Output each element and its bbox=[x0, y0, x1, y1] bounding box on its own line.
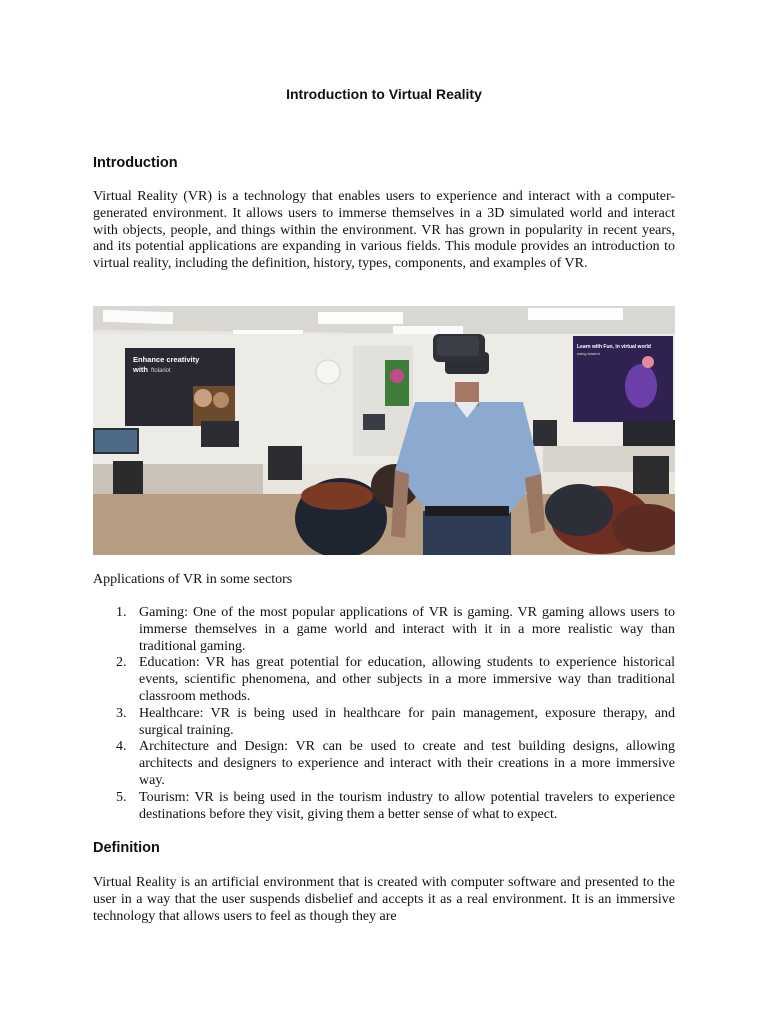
right-poster bbox=[573, 336, 673, 422]
introduction-heading: Introduction bbox=[93, 155, 178, 171]
list-item-number: 1. bbox=[116, 605, 127, 620]
definition-paragraph: Virtual Reality is an artificial environment that is created with computer software and presented to the user in a way that the user suspends disbelief and accepts it as a real environment. It is an immersive technology that allows users to feel as though they are bbox=[93, 875, 675, 924]
left-poster-line2: with bbox=[133, 365, 148, 374]
document-title: Introduction to Virtual Reality bbox=[286, 86, 482, 102]
list-item-number: 5. bbox=[116, 789, 127, 805]
list-item bbox=[93, 605, 675, 655]
list-item bbox=[93, 739, 675, 789]
left-poster bbox=[125, 348, 235, 426]
list-item-number: 2. bbox=[116, 655, 127, 671]
left-poster-line1: Enhance creativity bbox=[133, 355, 200, 364]
applications-intro: Applications of VR in some sectors bbox=[93, 572, 293, 587]
left-poster-brand: ftolariot bbox=[151, 368, 171, 374]
list-item bbox=[93, 655, 675, 705]
list-item bbox=[93, 706, 675, 740]
introduction-paragraph: Virtual Reality (VR) is a technology that enables users to experience and interact with a computer-generated environment. It allows users to immerse themselves in a 3D simulated world and interact with objects, people, and things within the environment. VR has grown in popularity in recent years, and its potential applications are expanding in various fields. This module provides an introduction to virtual reality, including the definition, history, types, components, and examples of VR. bbox=[93, 189, 675, 272]
list-item-text: Healthcare: VR is being used in healthcare for pain management, exposure therapy, and surgical training. bbox=[139, 705, 675, 738]
list-item-number: 4. bbox=[116, 739, 127, 755]
list-item-text: Education: VR has great potential for education, allowing students to experience historical events, scientific phenomena, and other subjects in a more immersive way than traditional classroom methods. bbox=[139, 655, 675, 704]
vr-classroom-photo bbox=[93, 306, 675, 555]
list-item-number: 3. bbox=[116, 705, 127, 721]
right-poster-line1: Learn with Fun, in virtual world bbox=[577, 344, 651, 350]
list-item-text: Architecture and Design: VR can be used to create and test building designs, allowing architects and designers to experience and interact with their creations in a more immersive way. bbox=[139, 739, 675, 788]
list-item-text: Gaming: One of the most popular applications of VR is gaming. VR gaming allows users to immerse themselves in a game world and interact with it in a more realistic way than traditional gaming. bbox=[139, 605, 675, 654]
list-item-text: Tourism: VR is being used in the tourism industry to allow potential travelers to experience destinations before they visit, giving them a better sense of what to expect. bbox=[139, 789, 675, 822]
list-item bbox=[93, 790, 675, 824]
right-poster-line2: using tolariot bbox=[577, 351, 600, 356]
definition-heading: Definition bbox=[93, 840, 160, 856]
applications-list bbox=[93, 605, 675, 823]
